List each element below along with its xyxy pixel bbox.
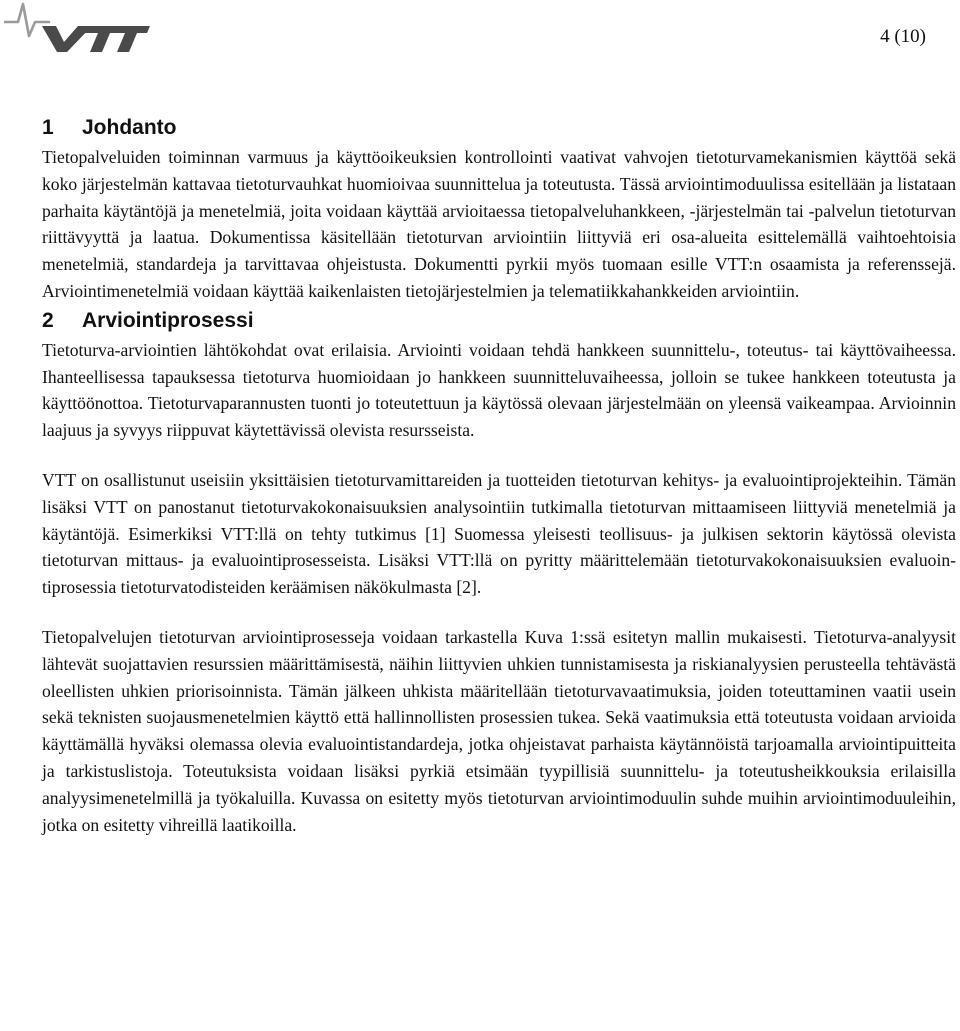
vtt-logo-graphic [4,2,150,54]
section-title: Arviointiprosessi [82,308,254,332]
vtt-logo [4,2,150,54]
paragraph: VTT on osallistunut useisiin yksittäisien tietoturvamittareiden ja tuotteiden tietoturvan kehitys- ja evaluointiprojekteihin. Tämän lisäksi VTT on panostanut tietoturvakokonaisuuksien analysointiin tutkimalla tietoturvan mittaamiseen liittyviä menetelmiä ja käytäntöjä. Esimerkiksi VTT:llä on tehty tutkimus [1] Suomessa yleisesti teollisuus- ja julkisen sektorin käytössä olevista tietoturvan mittaus- ja evaluointiprosesseista. Lisäksi VTT:llä on pyritty määrittelemään tietoturvakokonaisuuksien evaluointiprosessia tietoturvatodisteiden keräämisen näkökulmasta [2]. [42,469,956,598]
section-heading-arviointiprosessi [42,305,956,337]
section-title: Johdanto [82,116,177,139]
document-body [42,112,956,838]
paragraph: Tietopalvelujen tietoturvan arviointiprosesseja voidaan tarkastella Kuva 1:ssä esitetyn mallin mukaisesti. Tietoturva-analyysit lähtevät suojattavien resurssien määrittämisestä, näihin liittyvien uhkien tunnistamisesta ja riskianalyysien perusteella tehtävästä oleellisten uhkien priorisoinnista. Tämän jälkeen uhkista määritellään tietoturvavaatimuksia, joiden toteuttaminen vaatii usein sekä teknisten suojausmenetelmien käyttö että hallinnollisten prosessien tukea. Sekä vaatimuksia että toteutusta voidaan arvioida käyttämällä hyväksi olemassa olevia evaluointistandardeja, jotka ohjeistavat parhaista käytännöistä tarjoamalla arviointipuitteita ja tarkistuslistoja. Toteutuksista voidaan lisäksi pyrkiä etsimään tyypillisiä suunnittelu- ja toteutusheikkouksia erilaisilla analyysimenetelmillä ja työkaluilla. Kuvassa on esitetty myös tietoturvan arviointimoduulin suhde muihin arviointimoduuleihin, jotka on esitetty vihreillä laatikoilla. [42,626,956,835]
paragraph: Tietoturva-arviointien lähtökohdat ovat erilaisia. Arviointi voidaan tehdä hankkeen suunnittelu-, toteutus- tai käyttövaiheessa. Ihanteellisessa tapauksessa tietoturva huomioidaan jo hankkeen suunnitteluvaiheessa, jolloin se tukee hankkeen toteutusta ja käyttöönottoa. Tietoturvaparannusten tuonti jo toteutettuun ja käytössä olevaan järjestelmään on yleensä vaikeampaa. Arvioinnin laajuus ja syvyys riippuvat käytettävissä olevista resursseista. [42,339,956,441]
section-heading-johdanto [42,112,956,144]
section-number: 2 [42,308,54,332]
paragraph: Tietopalveluiden toiminnan varmuus ja käyttöoikeuksien kontrollointi vaativat vahvojen tietoturvamekanismien käyttöä sekä koko järjestelmän kattavaa tietoturvauhkat huomioivaa suunnittelua ja toteutusta. Tässä arviointimoduulissa esitellään ja listataan parhaita käytäntöjä ja menetelmiä, joita voidaan käyttää arvioitaessa tietopalveluhankkeen, -järjestelmän tai -palvelun tietoturvan riittävyyttä ja laatua. Dokumentissa käsitellään tietoturvan arviointiin liittyviä eri osa-alueita esittelemällä vaihtoehtoisia menetelmiä, standardeja ja tarvittavaa ohjeistusta. Dokumentti pyrkii myös tuomaan esille VTT:n osaamista ja referenssejä. Arviointimenetelmiä voidaan käyttää kaikenlaisten tietojärjestelmien ja telematiikkahankkeiden arviointiin. [42,147,956,301]
page-number: 4 (10) [880,26,926,47]
section-number: 1 [42,116,54,139]
